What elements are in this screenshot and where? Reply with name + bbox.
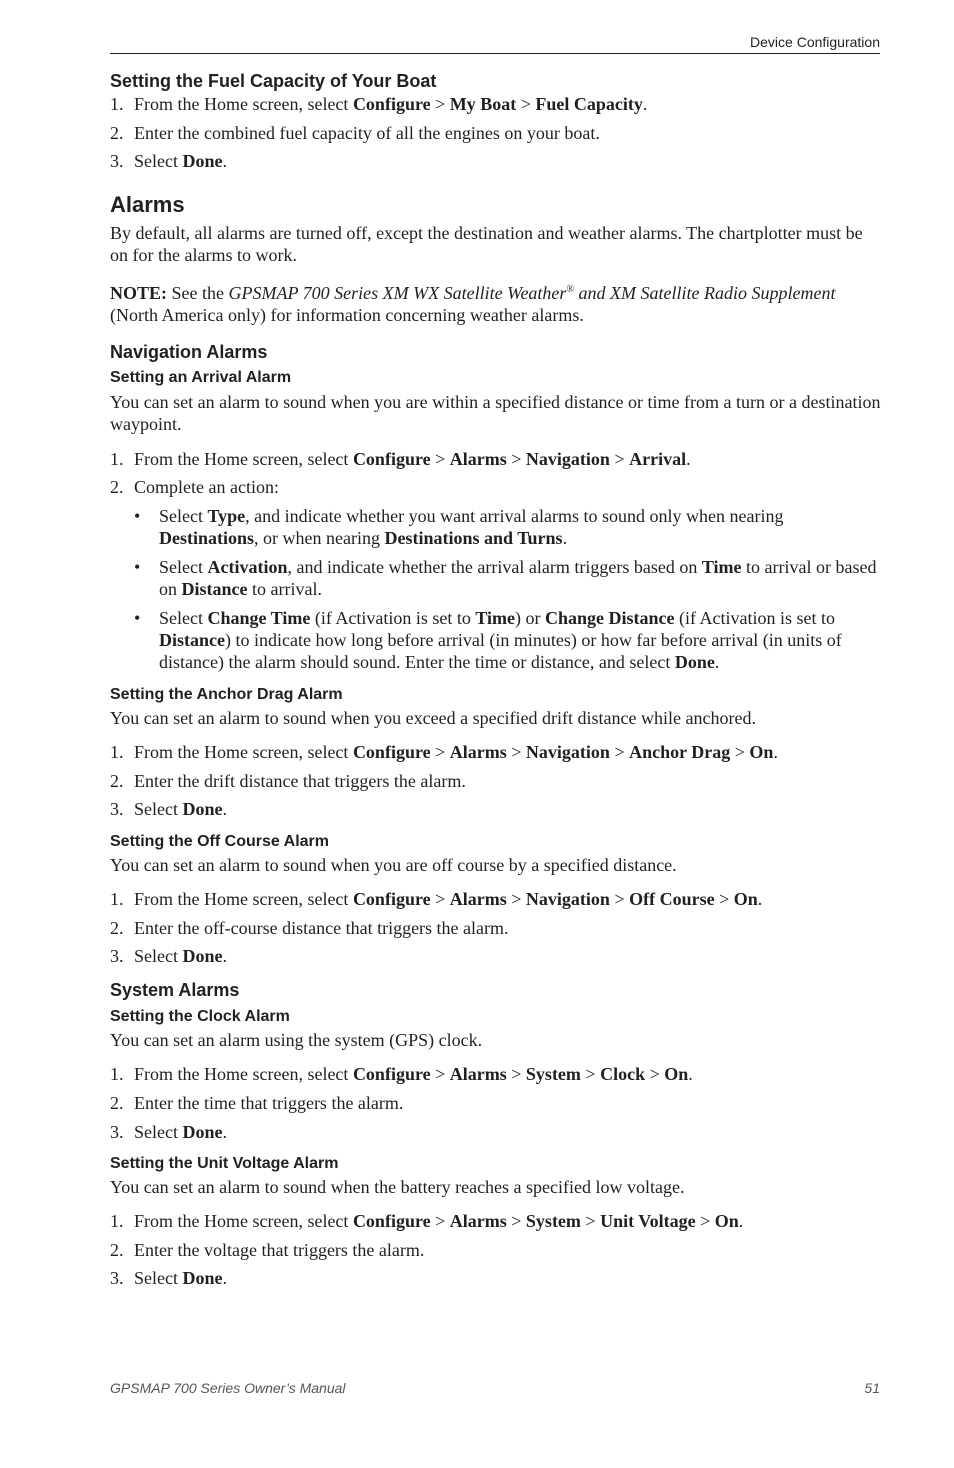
anchor-heading: Setting the Anchor Drag Alarm: [110, 686, 343, 703]
offcourse-step-3: 3. Select Done.: [110, 946, 227, 966]
arrival-step-2: 2. Complete an action:: [110, 477, 279, 497]
offcourse-step-1: 1. From the Home screen, select Configure > Alarms > Navigation > Off Course > On.: [110, 889, 763, 909]
arrival-bullet-type: • Select Type, and indicate whether you want arrival alarms to sound only when nearing Destinations, or when nearing Destinations and Turns.: [134, 506, 784, 548]
clock-intro: You can set an alarm using the system (GPS) clock.: [110, 1030, 483, 1050]
bullet-icon: •: [134, 608, 141, 628]
system-heading: System Alarms: [110, 980, 240, 1000]
anchor-intro: You can set an alarm to sound when you exceed a specified drift distance while anchored.: [110, 708, 756, 728]
anchor-step-1: 1. From the Home screen, select Configure > Alarms > Navigation > Anchor Drag > On.: [110, 742, 778, 762]
arrival-bullet-change: • Select Change Time (if Activation is set to Time) or Change Distance (if Activation is set to Distance) to indicate how long before arrival (in minutes) or how far before arrival (in units of distance) the alarm should sound. Enter the time or distance, and select Done.: [134, 608, 842, 672]
alarms-heading: Alarms: [110, 192, 185, 217]
arrival-bullet-activation: • Select Activation, and indicate whether the arrival alarm triggers based on Time to arrival or based on Distance to arrival.: [134, 557, 877, 599]
header-rule: [110, 53, 880, 54]
voltage-step-3: 3. Select Done.: [110, 1268, 227, 1288]
anchor-step-2: 2. Enter the drift distance that triggers the alarm.: [110, 771, 466, 791]
voltage-heading: Setting the Unit Voltage Alarm: [110, 1155, 339, 1172]
nav-heading: Navigation Alarms: [110, 342, 268, 362]
voltage-intro: You can set an alarm to sound when the battery reaches a specified low voltage.: [110, 1177, 685, 1197]
offcourse-step-2: 2. Enter the off-course distance that triggers the alarm.: [110, 918, 509, 938]
footer-manual-title: GPSMAP 700 Series Owner’s Manual: [110, 1380, 346, 1396]
fuel-heading: Setting the Fuel Capacity of Your Boat: [110, 71, 437, 91]
voltage-step-2: 2. Enter the voltage that triggers the alarm.: [110, 1240, 425, 1260]
clock-step-1: 1. From the Home screen, select Configure > Alarms > System > Clock > On.: [110, 1064, 693, 1084]
arrival-heading: Setting an Arrival Alarm: [110, 369, 292, 386]
clock-heading: Setting the Clock Alarm: [110, 1008, 290, 1025]
anchor-step-3: 3. Select Done.: [110, 799, 227, 819]
voltage-step-1: 1. From the Home screen, select Configure > Alarms > System > Unit Voltage > On.: [110, 1211, 744, 1231]
alarms-intro: By default, all alarms are turned off, except the destination and weather alarms. The chartplotter must be on for the alarms to work.: [110, 223, 863, 265]
bullet-icon: •: [134, 506, 141, 526]
running-header: Device Configuration: [750, 34, 880, 50]
fuel-step-3: 3. Select Done.: [110, 151, 227, 171]
offcourse-heading: Setting the Off Course Alarm: [110, 833, 329, 850]
alarms-note: NOTE: See the GPSMAP 700 Series XM WX Satellite Weather® and XM Satellite Radio Supplement (North America only) for information concerning weather alarms.: [110, 283, 836, 325]
offcourse-intro: You can set an alarm to sound when you are off course by a specified distance.: [110, 855, 677, 875]
clock-step-3: 3. Select Done.: [110, 1122, 227, 1142]
page-number: 51: [864, 1380, 880, 1396]
fuel-step-2: 2. Enter the combined fuel capacity of all the engines on your boat.: [110, 123, 600, 143]
arrival-step-1: 1. From the Home screen, select Configure > Alarms > Navigation > Arrival.: [110, 449, 691, 469]
clock-step-2: 2. Enter the time that triggers the alarm.: [110, 1093, 404, 1113]
arrival-intro: You can set an alarm to sound when you are within a specified distance or time from a turn or a destination waypoint.: [110, 392, 881, 434]
bullet-icon: •: [134, 557, 141, 577]
fuel-step-1: 1. From the Home screen, select Configure > My Boat > Fuel Capacity.: [110, 94, 648, 114]
